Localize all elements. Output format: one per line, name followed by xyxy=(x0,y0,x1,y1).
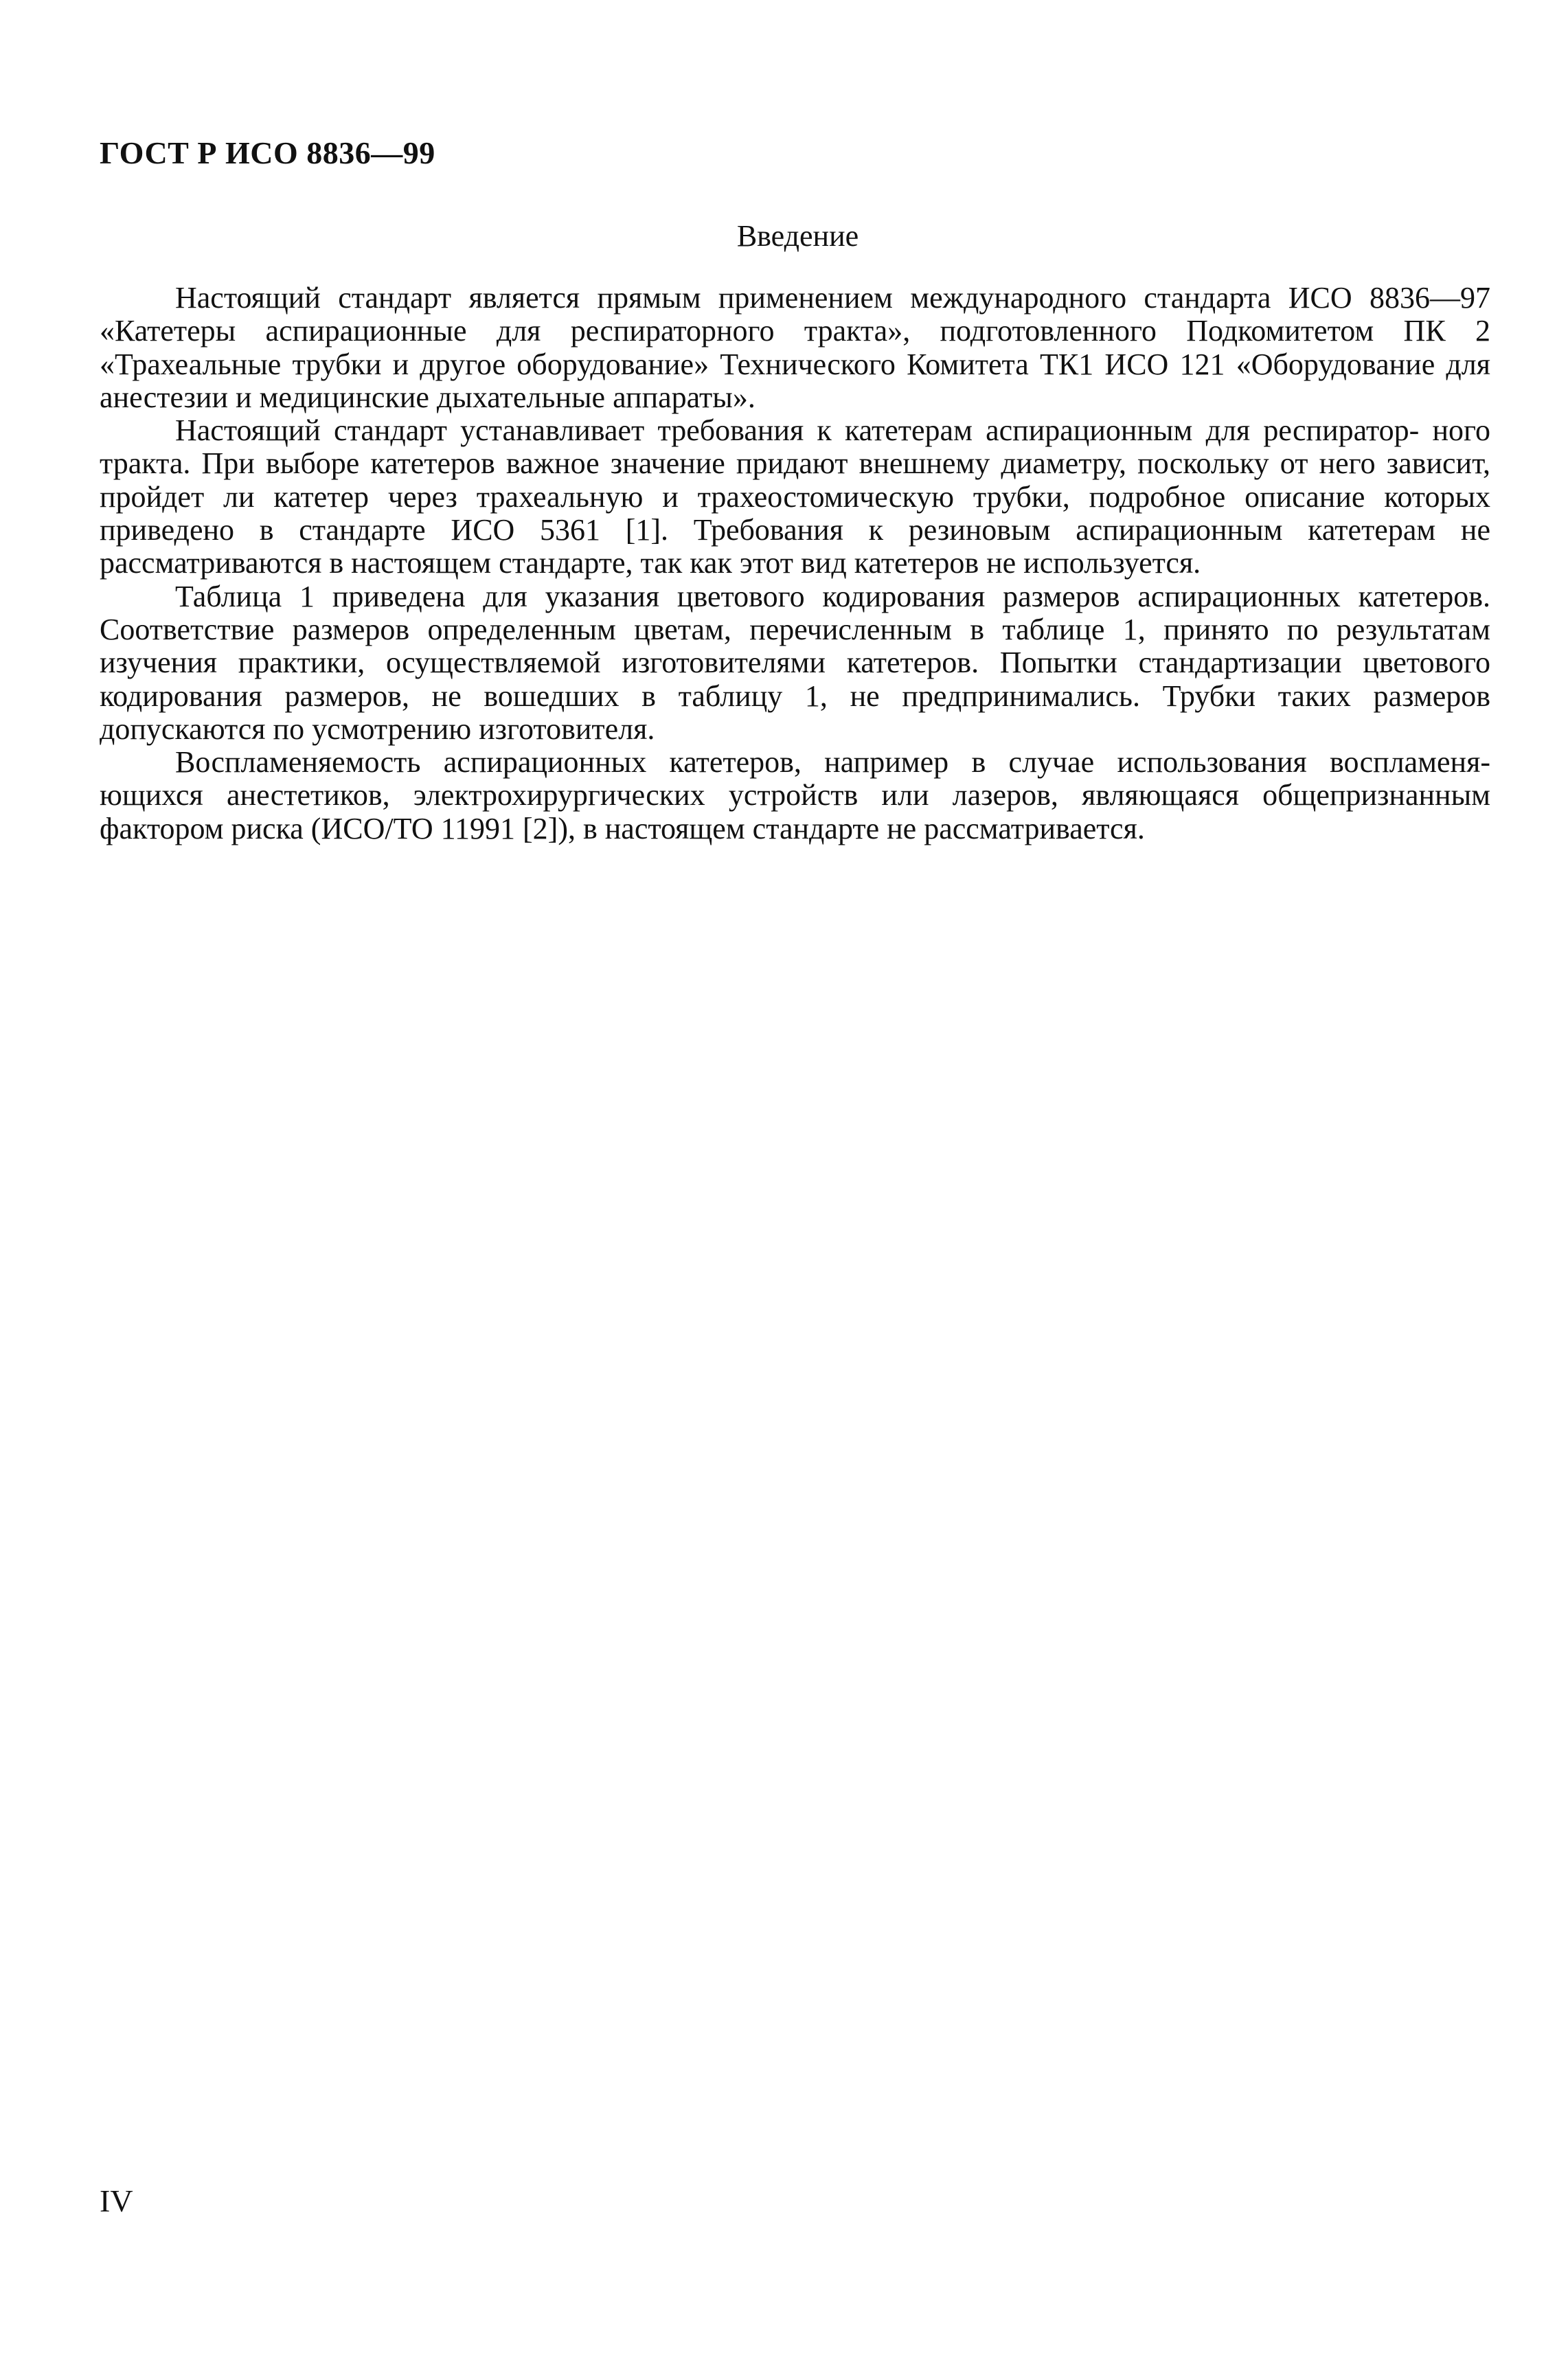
paragraph-flammability: Воспламеняемость аспирационных катетеров, например в случае использования воспламеня- ющихся анестетиков, электрохирургических устройств или лазеров, являющаяся общепризнанным фактором риска (ИСО/ТО 11991 [2]), в настоящем стандарте не рассматривается. xyxy=(100,745,1490,845)
page-number: IV xyxy=(100,2183,133,2218)
paragraph-scope: Настоящий стандарт является прямым применением международного стандарта ИСО 8836—97 «Катетеры аспирационные для респираторного тракта», подготовленного Подкомитетом ПК 2 «Трахеальные трубки и другое оборудование» Технического Комитета ТК1 ИСО 121 «Оборудование для анестезии и медицинские дыхательные аппараты». xyxy=(100,281,1490,414)
standard-designation: ГОСТ Р ИСО 8836—99 xyxy=(100,135,435,170)
introduction-body xyxy=(100,282,1490,845)
paragraph-requirements: Настоящий стандарт устанавливает требования к катетерам аспирационным для респиратор- ного тракта. При выборе катетеров важное значение придают внешнему диаметру, поскольку от него зависит, пройдет ли катетер через трахеальную и трахеостомическую трубки, подробное описание которых приведено в стандарте ИСО 5361 [1]. Требования к резиновым аспирационным катетерам не рассматриваются в настоящем стандарте, так как этот вид катетеров не используется. xyxy=(100,413,1490,580)
section-title: Введение xyxy=(736,219,859,253)
paragraph-color-coding: Таблица 1 приведена для указания цветового кодирования размеров аспирационных катетеров. Соответствие размеров определенным цветам, перечисленным в таблице 1, принято по результатам изучения практики, осуществляемой изготовителями катетеров. Попытки стандартизации цветового кодирования размеров, не вошедших в таблицу 1, не предпринимались. Трубки таких размеров допускаются по усмотрению изготовителя. xyxy=(100,579,1490,746)
